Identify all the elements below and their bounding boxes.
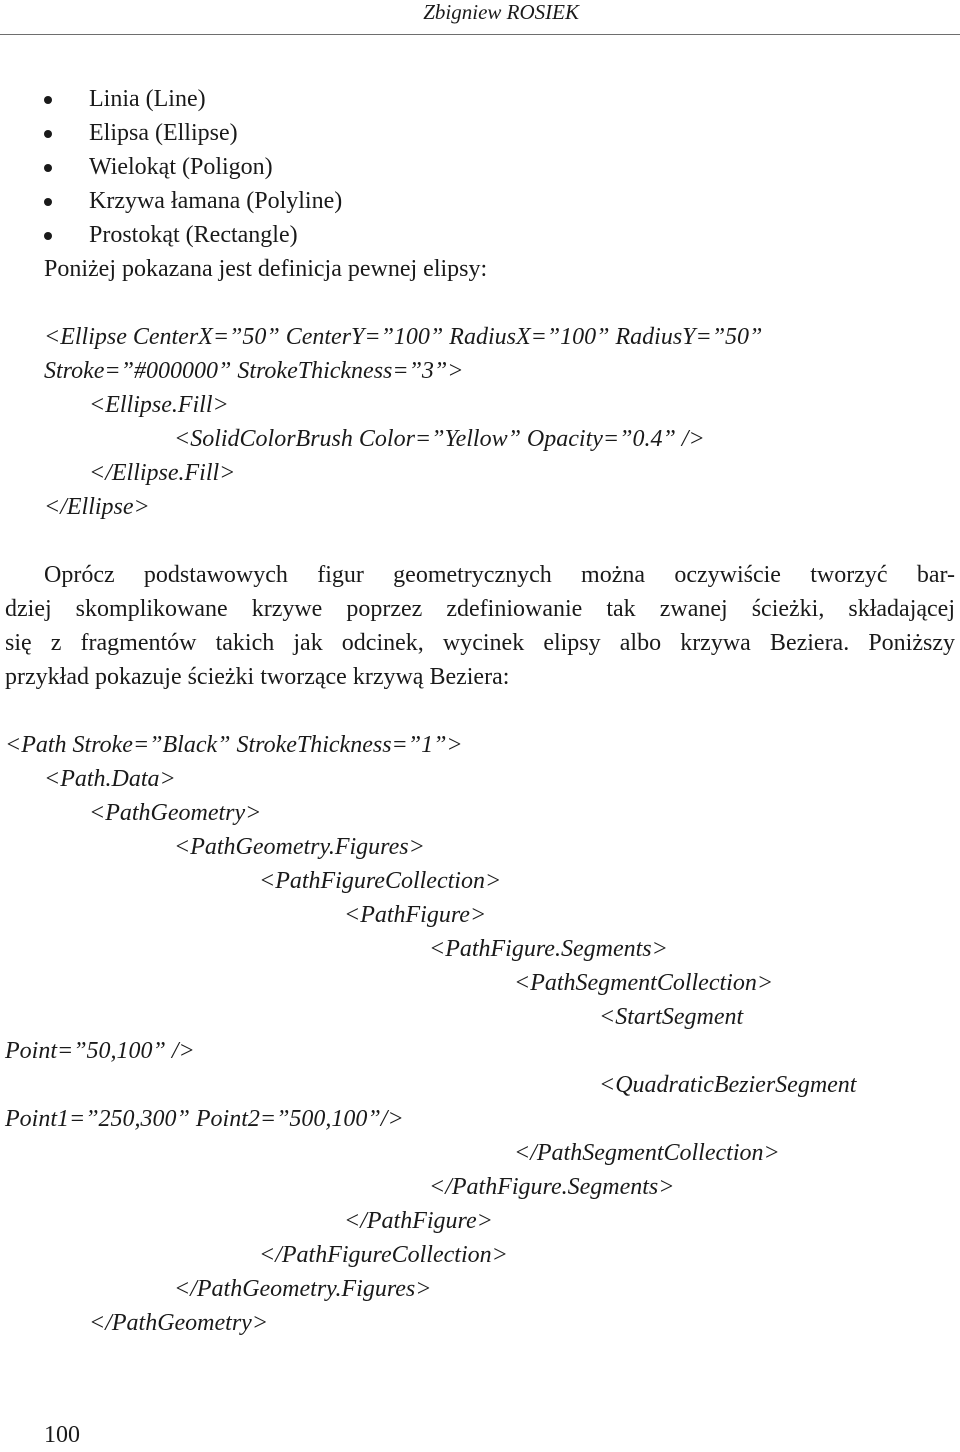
code-line: <Ellipse.Fill> xyxy=(89,392,229,418)
code-line: <QuadraticBezierSegment xyxy=(599,1072,857,1098)
list-item-text: Prostokąt (Rectangle) xyxy=(89,222,298,248)
intro-sentence: Poniżej pokazana jest definicja pewnej elipsy: xyxy=(44,256,488,282)
code-line: <PathGeometry> xyxy=(89,800,262,826)
code-line: </PathSegmentCollection> xyxy=(514,1140,780,1166)
code-line: <Path Stroke=”Black” StrokeThickness=”1”> xyxy=(5,732,463,758)
bullet-dot-icon xyxy=(44,198,52,206)
code-line: <Ellipse CenterX=”50” CenterY=”100” RadiusX=”100” RadiusY=”50” xyxy=(44,324,763,350)
paragraph-line: się z fragmentów takich jak odcinek, wycinek elipsy albo krzywa Beziera. Poniższy xyxy=(5,630,955,656)
list-item-text: Krzywa łamana (Polyline) xyxy=(89,188,343,214)
bullet-dot-icon xyxy=(44,130,52,138)
code-line: <Path.Data> xyxy=(44,766,176,792)
list-item xyxy=(44,116,342,150)
page-number: 100 xyxy=(44,1422,80,1448)
code-line: <PathFigure> xyxy=(344,902,487,928)
code-line: <PathGeometry.Figures> xyxy=(174,834,425,860)
paragraph-line: dziej skomplikowane krzywe poprzez zdefiniowanie tak zwanej ścieżki, składającej xyxy=(5,596,955,622)
code-line: </Ellipse> xyxy=(44,494,150,520)
page-header xyxy=(0,0,960,35)
list-item-text: Wielokąt (Poligon) xyxy=(89,154,273,180)
code-line: <PathFigureCollection> xyxy=(259,868,502,894)
bullet-dot-icon xyxy=(44,232,52,240)
code-line: </PathGeometry> xyxy=(89,1310,269,1336)
list-item xyxy=(44,82,342,116)
code-line: Point1=”250,300” Point2=”500,100”/> xyxy=(5,1106,404,1132)
list-item xyxy=(44,150,342,184)
code-line: <PathSegmentCollection> xyxy=(514,970,774,996)
paragraph-line: Oprócz podstawowych figur geometrycznych można oczywiście tworzyć bar- xyxy=(44,562,955,588)
header-author: Zbigniew ROSIEK xyxy=(423,0,579,24)
code-line: <PathFigure.Segments> xyxy=(429,936,668,962)
code-line: Point=”50,100” /> xyxy=(5,1038,195,1064)
code-line: </PathGeometry.Figures> xyxy=(174,1276,432,1302)
list-item-text: Linia (Line) xyxy=(89,86,206,112)
shape-list xyxy=(44,82,342,252)
code-line: </PathFigure.Segments> xyxy=(429,1174,675,1200)
code-line: </PathFigureCollection> xyxy=(259,1242,508,1268)
list-item xyxy=(44,218,342,252)
code-line: Stroke=”#000000” StrokeThickness=”3”> xyxy=(44,358,464,384)
code-line: <StartSegment xyxy=(599,1004,744,1030)
code-line: <SolidColorBrush Color=”Yellow” Opacity=”0.4” /> xyxy=(174,426,705,452)
code-line: </Ellipse.Fill> xyxy=(89,460,236,486)
body-paragraph xyxy=(5,558,955,694)
code-line: </PathFigure> xyxy=(344,1208,493,1234)
bullet-dot-icon xyxy=(44,164,52,172)
paragraph-line: przykład pokazuje ścieżki tworzące krzywą Beziera: xyxy=(5,664,510,690)
list-item xyxy=(44,184,342,218)
bullet-dot-icon xyxy=(44,96,52,104)
list-item-text: Elipsa (Ellipse) xyxy=(89,120,238,146)
